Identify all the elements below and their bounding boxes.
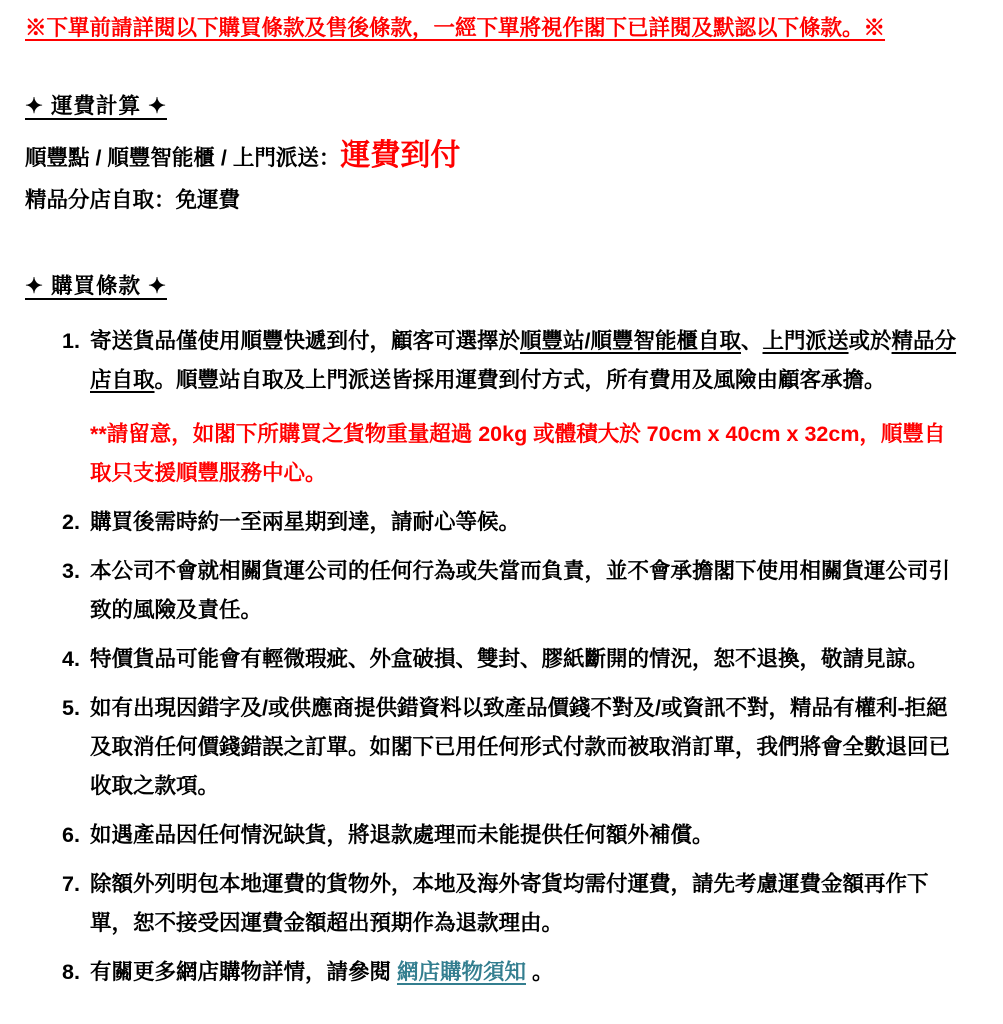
term-body	[90, 322, 965, 493]
term-item-1	[62, 322, 965, 493]
term-item-5	[62, 689, 965, 806]
term-number: 2.	[62, 510, 80, 534]
shipping-fee-heading: ✦ 運費計算 ✦	[25, 94, 167, 118]
term-item-8	[62, 953, 965, 992]
term-item-7	[62, 865, 965, 943]
term-number: 3.	[62, 559, 80, 583]
term-text: 除額外列明包本地運費的貨物外，本地及海外寄貨均需付運費，請先考慮運費金額再作下單，恕不接受因運費金額超出預期作為退款理由。	[90, 872, 929, 935]
terms-list	[25, 322, 965, 992]
term-text: 如有出現因錯字及/或供應商提供錯資料以致產品價錢不對及/或資訊不對，精品有權利-拒絕及取消任何價錢錯誤之訂單。如閣下已用任何形式付款而被取消訂單，我們將會全數退回已收取之款項。	[90, 696, 951, 798]
term-item-2	[62, 503, 965, 542]
term-item-3	[62, 552, 965, 630]
underlined-phrase-sf-pickup: 順豐站/順豐智能櫃自取	[520, 329, 741, 353]
term-text: 寄送貨品僅使用順豐快遞到付，顧客可選擇於順豐站/順豐智能櫃自取、上門派送或於精品分店自取。順豐站自取及上門派送皆採用運費到付方式，所有費用及風險由顧客承擔。	[90, 329, 957, 392]
term-number: 4.	[62, 647, 80, 671]
term-item-4	[62, 640, 965, 679]
purchase-terms-heading: ✦ 購買條款 ✦	[25, 274, 167, 298]
cod-value: 運費到付	[340, 139, 461, 172]
term-item-6	[62, 816, 965, 855]
pre-order-notice: ※下單前請詳閱以下購買條款及售後條款，一經下單將視作閣下已詳閱及默認以下條款。※	[25, 16, 886, 40]
shipping-options-label: 順豐點 / 順豐智能櫃 / 上門派送：	[25, 146, 341, 170]
term-number: 7.	[62, 872, 80, 896]
shipping-cod-line	[25, 138, 965, 176]
underlined-phrase-home-delivery: 上門派送	[762, 329, 849, 353]
term-text: 特價貨品可能會有輕微瑕疵、外盒破損、雙封、膠紙斷開的情況，恕不退換，敬請見諒。	[90, 647, 929, 671]
term-text: 有關更多網店購物詳情，請參閱 網店購物須知 。	[90, 960, 554, 984]
weight-size-limit-note: **請留意，如閣下所購買之貨物重量超過 20kg 或體積大於 70cm x 40cm x 32cm，順豐自取只支援順豐服務中心。	[90, 422, 946, 485]
term-number: 8.	[62, 960, 80, 984]
online-shopping-guide-link[interactable]: 網店購物須知	[396, 960, 526, 984]
term-number: 5.	[62, 696, 80, 720]
term-text: 購買後需時約一至兩星期到達，請耐心等候。	[90, 510, 521, 534]
store-pickup-free-line: 精品分店自取：免運費	[25, 188, 241, 212]
term-number: 1.	[62, 329, 80, 353]
term-number: 6.	[62, 823, 80, 847]
term-text: 本公司不會就相關貨運公司的任何行為或失當而負責，並不會承擔閣下使用相關貨運公司引致的風險及責任。	[90, 559, 951, 622]
underlined-phrase-store-pickup: 精品分店自取	[90, 329, 957, 392]
term-text: 如遇產品因任何情況缺貨，將退款處理而未能提供任何額外補償。	[90, 823, 714, 847]
